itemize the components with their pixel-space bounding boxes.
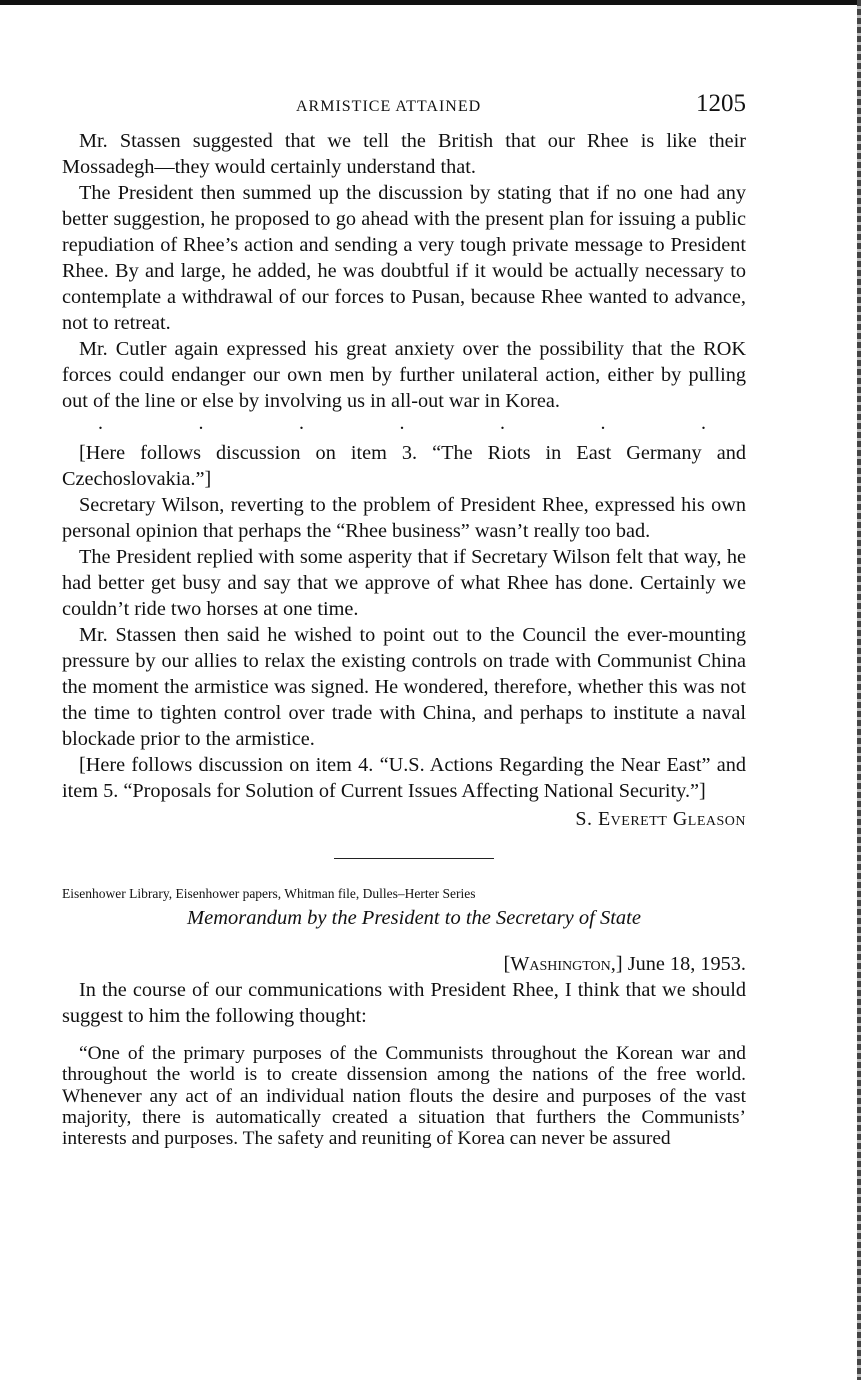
source-note: Eisenhower Library, Eisenhower papers, Whitman file, Dulles–Herter Series: [62, 886, 476, 901]
dot: .: [198, 412, 204, 434]
paragraph-president-summary: The President then summed up the discussion by stating that if no one had any better suggestion, he proposed to go ahead with the present plan for issuing a public repudiation of Rhee’s action and sending a very tough private message to President Rhee. By and large, he added, he was doubtful if it would be actually necessary to contemplate a withdrawal of our forces to Pusan, because Rhee wanted to advance, not to retreat.: [62, 182, 746, 334]
dateline-date: June 18, 1953.: [627, 953, 746, 975]
memo-quote-block: [62, 1043, 746, 1149]
dot: .: [600, 412, 606, 434]
section-divider: [334, 858, 494, 859]
paragraph-item-3: [Here follows discussion on item 3. “The Riots in East Germany and Czechoslovakia.”]: [62, 442, 746, 490]
paragraph-items-4-5: [Here follows discussion on item 4. “U.S. Actions Regarding the Near East” and item 5. “Proposals for Solution of Current Issues Affecting National Security.”]: [62, 754, 746, 802]
signature: S. Everett Gleason: [575, 808, 746, 830]
dot: .: [98, 412, 103, 434]
running-header: [62, 88, 746, 128]
omission-dots: [62, 414, 746, 440]
paragraph-cutler-anxiety: Mr. Cutler again expressed his great anxiety over the possibility that the ROK forces could endanger our own men by further unilateral action, either by pulling out of the line or else by involving us in all-out war in Korea.: [62, 338, 746, 412]
dateline: [62, 951, 746, 977]
dateline-place: [Washington,]: [503, 953, 623, 975]
dot: .: [399, 412, 405, 434]
dot: .: [299, 412, 304, 434]
dot: .: [701, 412, 706, 434]
paragraph-president-reply: The President replied with some asperity that if Secretary Wilson felt that way, he had better get busy and say that we approve of what Rhee has done. Certainly we couldn’t ride two horses at one time.: [62, 546, 746, 620]
document-title: Memorandum by the President to the Secretary of State: [187, 907, 641, 929]
scan-right-edge: [857, 0, 861, 1380]
page-number: 1205: [696, 90, 746, 117]
dot: .: [500, 412, 505, 434]
memo-quote: “One of the primary purposes of the Communists throughout the Korean war and throughout the world is to create dissension among the nations of the free world. Whenever any act of an individual nation flouts the desire and purposes of the vast majority, there is automatically created a situation that furthers the Communists’ interests and purposes. The safety and reuniting of Korea can never be assured: [62, 1043, 746, 1150]
running-title: ARMISTICE ATTAINED: [296, 98, 482, 115]
paragraph-wilson-opinion: Secretary Wilson, reverting to the problem of President Rhee, expressed his own personal opinion that perhaps the “Rhee business” wasn’t really too bad.: [62, 494, 746, 542]
scan-top-border: [0, 0, 861, 5]
paragraph-stassen-trade: Mr. Stassen then said he wished to point out to the Council the ever-mounting pressure by our allies to relax the existing controls on trade with Communist China the moment the armistice was signed. He wondered, therefore, whether this was not the time to tighten control over trade with China, and perhaps to institute a naval blockade prior to the armistice.: [62, 624, 746, 750]
paragraph-stassen-mossadegh: Mr. Stassen suggested that we tell the British that our Rhee is like their Mossadegh—they would certainly understand that.: [62, 130, 746, 178]
memo-intro: In the course of our communications with President Rhee, I think that we should suggest to him the following thought:: [62, 979, 746, 1027]
document-page: [62, 88, 746, 1149]
